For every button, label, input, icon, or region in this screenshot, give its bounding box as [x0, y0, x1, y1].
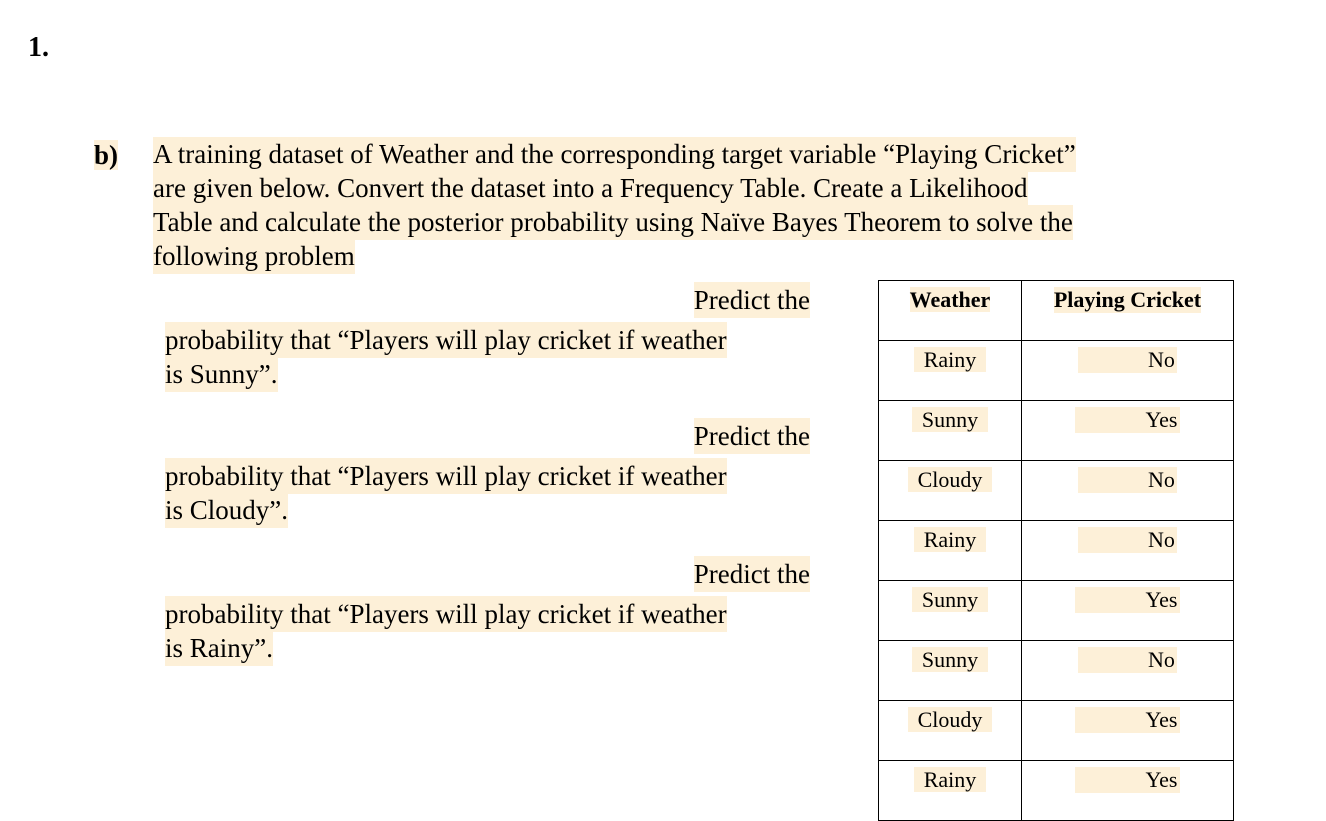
table-row — [879, 701, 1234, 761]
table-row — [879, 581, 1234, 641]
weather-cell: Rainy — [879, 521, 1022, 581]
prediction-line-2: is Rainy”. — [165, 630, 273, 666]
prediction-head: Predict the — [694, 282, 810, 318]
playing-cricket-cell: No — [1022, 521, 1234, 581]
weather-cell: Rainy — [879, 341, 1022, 401]
prediction-head: Predict the — [694, 418, 810, 454]
paragraph-line-2: are given below. Convert the dataset into a Frequency Table. Create a Likelihood — [153, 171, 1028, 206]
part-label-text: b) — [94, 140, 119, 170]
table-row — [879, 461, 1234, 521]
playing-cricket-cell: Yes — [1022, 701, 1234, 761]
prediction-line-2: is Cloudy”. — [165, 492, 288, 528]
prediction-line-1: probability that “Players will play cricket if weather — [165, 596, 727, 632]
weather-cell: Sunny — [879, 581, 1022, 641]
prediction-line-1: probability that “Players will play cricket if weather — [165, 458, 727, 494]
question-number: 1. — [28, 32, 49, 63]
playing-cricket-cell: Yes — [1022, 581, 1234, 641]
paragraph-line-1: A training dataset of Weather and the corresponding target variable “Playing Cricket” — [153, 137, 1076, 172]
playing-cricket-cell: Yes — [1022, 761, 1234, 821]
header-playing-cricket: Playing Cricket — [1022, 281, 1234, 341]
paragraph-line-3: Table and calculate the posterior probability using Naïve Bayes Theorem to solve the — [153, 205, 1073, 240]
weather-cell: Sunny — [879, 641, 1022, 701]
playing-cricket-cell: No — [1022, 461, 1234, 521]
weather-dataset-table — [878, 280, 1234, 821]
playing-cricket-cell: No — [1022, 641, 1234, 701]
weather-cell: Cloudy — [879, 701, 1022, 761]
table-header-row — [879, 281, 1234, 341]
playing-cricket-cell: Yes — [1022, 401, 1234, 461]
table-row — [879, 641, 1234, 701]
part-label — [94, 137, 118, 173]
playing-cricket-cell: No — [1022, 341, 1234, 401]
prediction-line-1: probability that “Players will play cricket if weather — [165, 322, 727, 358]
header-weather: Weather — [879, 281, 1022, 341]
table-row — [879, 761, 1234, 821]
table-row — [879, 521, 1234, 581]
paragraph-line-4: following problem — [153, 239, 355, 274]
table-body — [879, 341, 1234, 821]
prediction-head: Predict the — [694, 556, 810, 592]
table-row — [879, 341, 1234, 401]
table-row — [879, 401, 1234, 461]
weather-cell: Rainy — [879, 761, 1022, 821]
weather-cell: Sunny — [879, 401, 1022, 461]
weather-cell: Cloudy — [879, 461, 1022, 521]
prediction-line-2: is Sunny”. — [165, 356, 278, 392]
